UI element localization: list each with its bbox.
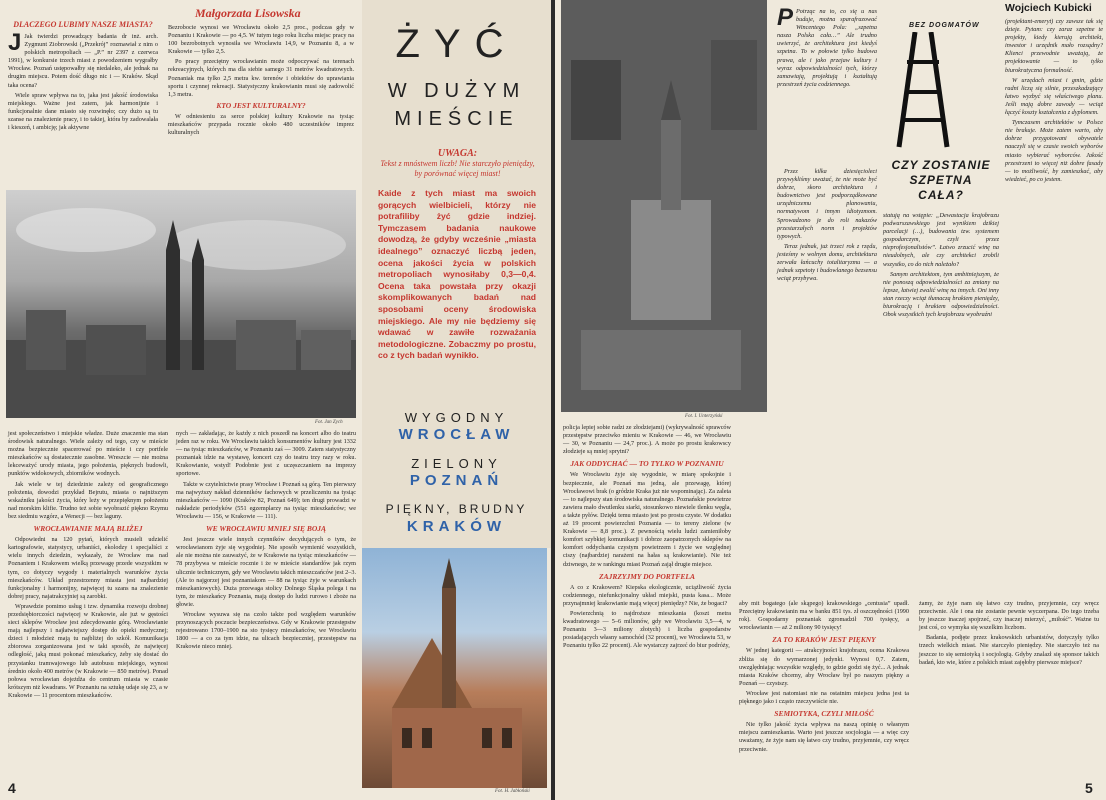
paragraph: W urzędach miast i gmin, gdzie radni liczą się silnie, przeszkadzający łatwo wyzbyć się właściwego planu. Jeśli mają dobre zawody — wciąż łączyć koszty kształcenia z dyplomem. bbox=[1005, 76, 1103, 117]
paragraph: policja lepiej sobie radzi ze złodziejami) (wykrywalność sprawców przestępstw przeciwko mieniu w Krakowie — 46, we Wrocławiu — 30, w Poznaniu — 24,7 proc.). A może po prostu krakowscy złodzieje są mniej sprytni? bbox=[563, 424, 731, 456]
paragraph: Badania, podjęte przez krakowskich urbanistów, dotyczyły tylko trzech wielkich miast. Nie starczyło pieniędzy. Nie starczyło też na jeszcze to się semiotyką i socjologią. Gdyby znalazł się sponsor takich badań, kto wie, które z polskich miast zajęłoby pierwsze miejsce? bbox=[919, 634, 1099, 666]
right-page bbox=[555, 0, 1106, 800]
paragraph: Wrocław wysuwa się na czoło także pod względem warunków przynoszących poczucie bezpieczeństwa. Gdy w Krakowie przestępstw rejestrowano 1700–1900 na sto tysięcy mieszkańców, we Wrocławiu 1800 — a co za tym idzie, na ulicach bezpieczniej, przestępstw na Krakowie nieco mniej. bbox=[176, 610, 356, 651]
photo-wroclaw-town-hall bbox=[362, 548, 547, 788]
paragraph: Wprawdzie pomimo usług i tzw. dynamika rozwoju drobnej przedsiębiorczości najwięcej w Krakowie, ale już w gęstości sieci sklepów Wrocław jest zdecydowanie górą. Wrocławianie mają najlepszy i najłatwiejszy dostęp do opieki medycznej; dzieci i młodzież mają tu najbliżej do szkół. Komunikacja zbiorowa zorganizowana jest w taki sposób, że najwięcej odległość, jaką musi pokonać mieszkańcy, żeby się dostać do przystanku tramwajowego lub autobusu miejskiego, wynosi średnio około 400 metrów (w Krakowie — 850 metrów). Ponad połowa wrocławian dojeżdża do centrum miasta w czasie krótszym niż kwadrans. W Poznaniu na sztukę udaje się 23, a w Krakowie — 11 procentom mieszkańców. bbox=[8, 602, 168, 699]
paragraph: Teraz jednak, już trzeci rok z rzędu, jesteśmy w wolnym domu, architektura zerwała łańcuchy totalitaryzmu — a jednak szpetoty i budowlanego bezsensu wciąż przybywa. bbox=[777, 242, 877, 283]
paragraph-text: Jak twierdzi prowadzący badania dr inż. arch. Zygmunt Ziobrowski („Przekrój” rozmawiał z nim o polskich metropoliach — „P.” nr 2397 z czerwca 1991), w konkursie trzech miast z powodzeniem wygrałby Wrocław. Poznań ustępowałby się niedaleko, ale jednak na drugim miejscu. Potem dość długo nic i — Kraków. Skąd taka ocena? bbox=[8, 33, 158, 89]
heading-culture: KTO JEST KULTURALNY? bbox=[216, 100, 306, 110]
paragraph: We Wrocławiu żyje się wygodnie, w miarę spokojnie i bezpiecznie, ale Poznań ma jedną, ale przewagę, której Wrocławowi brak (o gródzie Kraka już nie wspominając). Za zaleta — to najlepszy stan środowiska naturalnego. Poznańskie powietrze zawiera mało dwutlenku siarki, stosunkowo niewiele tlenku węgla, a także pyłów. Dzięki temu miasto jest po prostu czyste. W dodatku aż 19 procent powierzchni Poznania — to tereny zielone (w Krakowie — 8,8 proc.). Z pewnością wielu ludzi zamieniłoby komfort szybkiej komunikacji i dobrze zaopatrzonych sklepów na komfort oddychania czystym powietrzem i życie we względnej ciszy (najbardziej narażeni na hałas są krakowianie). Nie też dziwnego, że w rankingu miast Poznań zajął drugie miejsce. bbox=[563, 471, 731, 568]
sidebar-col-a bbox=[777, 168, 877, 285]
label-wroclaw: WROCŁAW bbox=[398, 426, 515, 443]
paragraph bbox=[8, 29, 158, 90]
heading-beauty: ZA TO KRAKÓW JEST PIĘKNY bbox=[772, 635, 876, 645]
paragraph bbox=[777, 4, 877, 89]
heading-fear: WE WROCŁAWIU MNIEJ SIĘ BOJĄ bbox=[205, 524, 327, 534]
heading-semiotics: SEMIOTYKA, CZYLI MIŁOŚĆ bbox=[774, 709, 874, 719]
paragraph: Przez kilka dziesięcioleci przywykliśmy uważać, że nie może być dobrze, skoro architektura i budownictwo jest podporządkowane urzędniczemu planowaniu, normatywom i innym idiotyzmom. Sprowadzono je do roli nakazów przestarzałych norm i projektów typowych. bbox=[777, 168, 877, 240]
title-block bbox=[362, 0, 551, 548]
skyline-illustration bbox=[6, 190, 356, 418]
left-col3 bbox=[8, 430, 168, 702]
sidebar-question: CZY ZOSTANIE SZPETNA CAŁA? bbox=[891, 158, 991, 202]
right-col3 bbox=[919, 600, 1099, 669]
uwaga-box bbox=[380, 148, 535, 179]
photo-krakow-skyline bbox=[6, 190, 356, 418]
paragraph-text: Potrząc na to, co się u nas buduje, można sparafrazować Wincentego Pola: „szpetna nasza Polska cała…” Ale trudno uwierzyć, że architektura jest kiedyś szpetna. To w połowie tylko budowa prawa, ale i jako przejaw kultury i wyraz odpowiedzialności tych, którzy zamawiają, projektują i kształtują przestrzeń życia codziennego. bbox=[777, 8, 877, 88]
paragraph: W jednej kategorii — atrakcyjności krajobrazu, ocena Krakowa zbliża się do wymarzonej jedynki. Wynosi 0,7. Zatem, uwzględniając wszystkie względy, to gdzie godzi się żyć... A jednak miasta Kraków chcemy, aby Wrocław był po naszym piękny a Poznań — czystszy. bbox=[739, 647, 909, 687]
uwaga-label: UWAGA: bbox=[437, 148, 478, 159]
poznan-aerial-illustration bbox=[561, 0, 767, 412]
label-beautiful-dirty: PIĘKNY, BRUDNY bbox=[385, 502, 528, 516]
paragraph: A co z Krakowem? Kiepska ekologicznie, uciążliwość życia codziennego, niefunkcjonalny układ miejski, pusta kasa... Może przynajmniej krakowianie mają więcej pieniędzy? Nie, że bogaci? bbox=[563, 583, 731, 607]
town-hall-illustration bbox=[362, 548, 547, 788]
label-krakow: KRAKÓW bbox=[406, 518, 507, 535]
ladder-graphic bbox=[881, 4, 999, 204]
paragraph: żamy, że żyje nam się łatwo czy trudno, przyjemnie, czy wręcz przeciwnie. Ale i ona nie zostanie pewnie wyczerpana. Do tego trzeba by jeszcze inaczej spojrzeć, czy inaczej mierzyć, „miłość”. Ważne tu jest coś, co wymyka się wszelkim liczbom. bbox=[919, 600, 1099, 632]
heading-why: DLACZEGO LUBIMY NASZE MIASTA? bbox=[13, 20, 153, 29]
ladder-icon bbox=[881, 32, 999, 152]
sidebar-col-c bbox=[1005, 18, 1103, 186]
sidebar-bez-dogmatow bbox=[771, 0, 1106, 595]
paragraph: Wrocław jest natomiast nie na ostatnim miejscu jedna jest ta pięknego jako i cząsto rzeczywiście nie. bbox=[739, 689, 909, 706]
paragraph: (projektant-emeryt) czy zawsze tak się dzieje. Pytam: czy zaraz szpetne te projekty, kiedy kierują architekt, inwestor i urzędnik mało rozsądny? Klienci przewodnie uważają, że projektowanie — to tylko biurokratyczna formalność. bbox=[1005, 18, 1103, 74]
label-green: ZIELONY bbox=[411, 456, 502, 471]
paragraph: Powierzchnią to najdroższe mieszkania (koszt metra kwadratowego — 5–6 milionów, gdy we Wrocławiu 3,5—4, w Poznaniu 3—3 miliony złotych) i liczba gospodarstw posiadających własny samochód (32 procent), we Wrocławiu 53, w Poznaniu tylko 22 procent). Ale wystarczy zajrzeć do biur podróży, bbox=[563, 609, 731, 650]
paragraph: W odniesieniu za serce polskiej kultury Krakowie na tysiąc mieszkańców przypada rocznie około 480 uczestników imprez kulturalnych bbox=[168, 112, 354, 137]
heading-breathe: JAK ODDYCHAĆ — TO TYLKO W POZNANIU bbox=[570, 459, 724, 469]
paragraph: Bezrobocie wynosi we Wrocławiu około 2,5 proc., podczas gdy w Poznaniu i Krakowie — po 4,5. W tutym tego roku liczba miejsc pracy na 100 bezrobotnych wynosiła we Wrocławiu 14,9, w Poznaniu 8, a w Krakowie — tylko 2,5. bbox=[168, 24, 354, 56]
paragraph: Jak wiele w tej dziedzinie zależy od geograficznego położenia, dowodzi przykład Bejrutu, miasta o najniższym wskaźniku jakości życia, który leży w przepięknym położeniu nad morskim klifie. Trudno też sobie wyobrazić piękno Rzymu bez siedmiu wzgórz, a Wenecji — bez laguny. bbox=[8, 480, 168, 520]
page-number: 5 bbox=[1085, 780, 1093, 796]
author-name: Małgorzata Lisowska bbox=[195, 6, 301, 20]
photo-caption: Fot. Jan Zych bbox=[315, 420, 343, 425]
title-line-1: ŻYĆ bbox=[395, 22, 518, 66]
sidebar-intro bbox=[777, 4, 877, 91]
photo-caption: Fot. I. Unterzyński bbox=[685, 414, 723, 419]
paragraph: Odpowiedni na 120 pytań, których musieli udzielić kartografowie, statystycy, urbaniści, ekolodzy i specjaliści z wielu innych dziedzin, wykazały, że Wrocław ma nad Poznaniem i Krakowem wielką przewagę przede wszystkim w tym, co dotyczy wygody i materialnych warunków życia mieszkańców. Układ przestrzenny miasta jest najbardziej funkcjonalny i harmonijny, najwięcej tu szans na znalezienie dobrej pracy, najatrakcyjniej są zarobki. bbox=[8, 536, 168, 600]
left-col1 bbox=[8, 20, 158, 134]
photo-poznan-aerial bbox=[561, 0, 767, 412]
left-col4 bbox=[176, 430, 356, 653]
photo-caption: Fot. H. Jabłoński bbox=[495, 789, 530, 794]
right-col1 bbox=[563, 424, 731, 652]
sidebar-col-b bbox=[883, 212, 999, 321]
heading-closer: WROCŁAWIANIE MAJĄ BLIŻEJ bbox=[33, 524, 143, 534]
title-line-3: MIEŚCIE bbox=[394, 108, 519, 130]
title-line-2: W DUŻYM bbox=[387, 80, 526, 102]
sidebar-label: BEZ DOGMATÓW bbox=[909, 22, 980, 29]
paragraph: Tymczasem architektów w Polsce nie brakuje. Może zatem warto, aby dobrze przygotowani obywatele nauczyli się w czasie swoich wyborów miasto wybierać wyborców. Jakość przestrzeni to więcej niż dobre fasady — to możliwość, by zamieszkać, aby wiedzieć, po co jestem. bbox=[1005, 119, 1103, 183]
paragraph: Nie tylko jakość życia wpływa na naszą opinię o własnym miejscu zamieszkania. Warto jest jeszcze socjologia — a więc czy uważamy, że żyje nam się łatwo czy trudno, przyjemnie, czy wręcz przeciwnie. bbox=[739, 721, 909, 753]
paragraph: nych — zakładając, że każdy z nich poszedł na koncert albo do teatru jeden raz w roku. We Wrocławiu takich konsumentów kultury jest 1332 — na tysiąc mieszkańców, w Poznaniu zaś — 3009. Zatem statystyczny poznaniak idzie na wystawę, koncert czy do teatru trzy razy w roku. Krakowianie, wstyd! Podobnie jest z uczęszczaniem na imprezy sportowe. bbox=[176, 430, 356, 478]
paragraph: Po pracy przeciętny wrocławianin może odpoczywać na terenach rekreacyjnych, których ma dla siebie samego 31 metrów kwadratowych. Poznaniak ma tylko 2,5 metra kw. terenów i obiektów do uprawiania sportu i czynnej rekreacji. Statystyczny krakowianin musi się zadowolić 1,3 metra. bbox=[168, 58, 354, 98]
uwaga-text: Tekst z mnóstwem liczb! Nie starczyło pieniędzy, by porównać więcej miast! bbox=[380, 159, 535, 178]
paragraph: Jest jeszcze wiele innych czynników decydujących o tym, że wrocławianom żyje się wygodniej. Nie sposób wymienić wszystkich, ale nie można nie zauważyć, że w Krakowie na tysiąc mieszkańców — 78 przybywa w mieście rocznie i że w mieście standardów jak rzym ulicznie technicznym, gdy we Wrocławiu takich mieszczańców jest 2–3. (Ale to najgorzej jest poznaniakom — 88 na tysiąc żyje w warunkach mieszkaniowych). Duża przewaga stolicy Dolnego Śląska polega i na tym, że mieszkańcy Poznania, mają dostęp do ludzi rurowo i zboże na głowie. bbox=[176, 536, 356, 608]
paragraph: Samym architektom, tym ambitniejszym, że nie ponoszą odpowiedzialności za zmiany na lepsze, łatwiej zwalić winę na innych. Oni inny stan rzeczy wciąż tłumaczą brakiem pieniędzy, biurokracją i brakiem odpowiedzialności. Obok wszystkich tych krajobrazu wyobraźni bbox=[883, 270, 1000, 319]
page-number: 4 bbox=[8, 780, 16, 796]
sidebar-author: Wojciech Kubicki bbox=[1005, 2, 1092, 14]
paragraph: jest społeczeństwo i miejskie władze. Duże znaczenie ma stan środowisk naturalnego. Wiele zależy od tego, czy w mieście można bezpiecznie spacerować po mieście i czy portfele mieszkańców są dostatecznie zasobne. Wreszcie — nie można lekceważyć urody miasta, jego położenia, pięknych budowli, punktów widokowych, zbiorników wodnych. bbox=[8, 430, 168, 478]
paragraph: statują na wstępie: „Dewastacja krajobrazu podwarszawskiego jest wynikiem dzikiej parcelacji (…), budowania tzw. systemem gospodarczym, czyli przez nieprofesjonalistów”. Łatwo zrzucić winę na nieudolnych, ale czy architekci zrobili wszystko, co do nich należało? bbox=[883, 212, 999, 268]
left-page bbox=[0, 0, 551, 800]
intro-callout: Kaide z tych miast ma swoich gorących wielbicieli, którzy nie potrafiliby żyć gdzie indziej. Tymczasem badania naukowe dowodzą, że gdyby wcześnie „miasta idealnego” oznaczyć liczbą jeden, ocena jakości życia w polskich metropoliach wynosiłaby 0,3—0,4. Ocena taka powstała przy okazji skomplikowanych badań nad sposobami oceny środowiska miejskiego. Ale my nie będziemy się wdawać w zawiłe rozważania metodologiczne. Zobaczmy po prostu, co z tych badań wynikło. bbox=[378, 188, 536, 361]
dropcap: P bbox=[777, 4, 794, 31]
left-col2 bbox=[168, 24, 354, 139]
paragraph: Także w czytelnictwie prasy Wrocław i Poznań są górą. Ten pierwszy ma najwyższy nakład dzienników fachowych w przeliczeniu na tysiąc mieszkańców — 1090 (Kraków 82, Poznań 649); ten drugi prowadzi w nakładzie periodyków (551 egzemplarzy na tysiąc mieszkańców; we Wrocławiu — 156, w Krakowie — 111). bbox=[176, 480, 356, 520]
heading-wallet: ZAJRZYJMY DO PORTFELA bbox=[599, 571, 695, 581]
label-poznan: POZNAŃ bbox=[409, 472, 504, 489]
paragraph: aby mit bogatego (ale skąpego) krakowskiego „centusia” upadł. Przeciętny krakowianin ma w banku 851 tys. zł oszczędności (1990 rok). Gospodarny poznaniak zgromadził 700 tysięcy, a wrocławianin — aż 2 miliony 90 tysięcy! bbox=[739, 600, 909, 632]
dropcap: J bbox=[8, 29, 22, 56]
label-comfortable: WYGODNY bbox=[404, 410, 509, 425]
paragraph: Wiele spraw wpływa na to, jaka jest jakość środowiska miejskiego. Ważne jest zatem, jak harmonijnie i funkcjonalnie dane miasto się rozwinęło; czy dużo są tu szanse na znalezienie pracy, i to takiej, która by zadowalała i kieszeń, i ambicję; jak aktywne bbox=[8, 91, 158, 132]
right-col2 bbox=[739, 600, 909, 756]
